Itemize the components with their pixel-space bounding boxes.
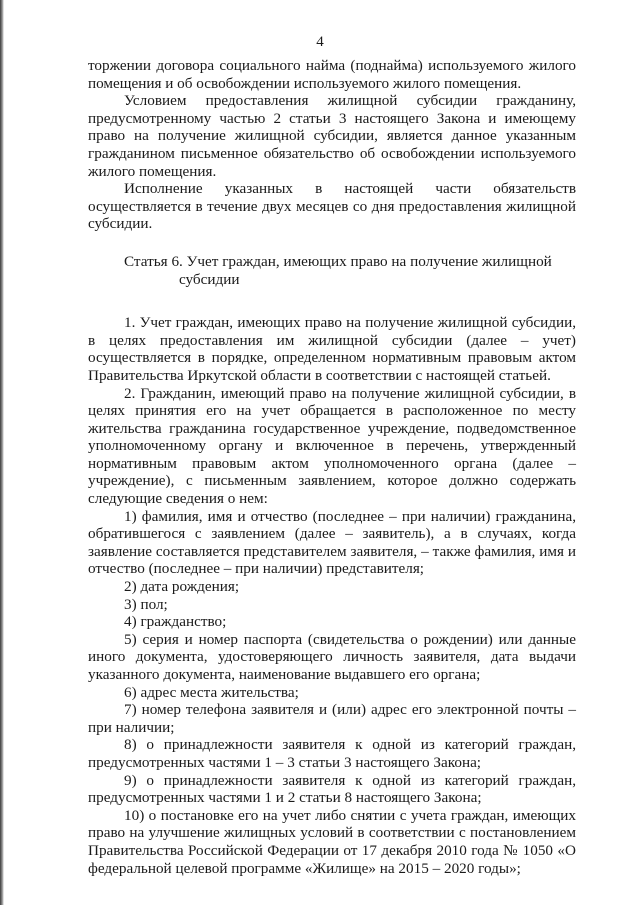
list-item: 4) гражданство;: [124, 613, 227, 631]
list-item: 5) серия и номер паспорта (свидетельства о рождении) или данные иного документа, удостоверяющего личность заявителя, дата выдачи указанного документа, наименование выдавшего его органа;: [88, 630, 576, 683]
list-item: 10) о постановке его на учет либо снятии с учета граждан, имеющих право на улучшение жилищных условий в соответствии с постановлением Правительства Российской Федерации от 17 декабря 2010 года № 1050 «О федеральной целевой программе «Жилище» на 2015 – 2020 годы»;: [88, 806, 576, 877]
paragraph: 1. Учет граждан, имеющих право на получение жилищной субсидии, в целях предоставления им жилищной субсидии (далее – учет) осуществляется в порядке, определенном нормативным правовым актом Правительства Иркутской области в соответствии с настоящей статьей.: [88, 314, 576, 384]
list-item: 7) номер телефона заявителя и (или) адрес его электронной почты – при наличии;: [88, 701, 576, 736]
document-body: [88, 57, 576, 877]
page-number: 4: [316, 34, 324, 50]
list-item: 8) о принадлежности заявителя к одной из категорий граждан, предусмотренных частями 1 – 3 статьи 3 настоящего Закона;: [88, 736, 576, 771]
list-item: 3) пол;: [124, 595, 168, 613]
list-item: 6) адрес места жительства;: [124, 683, 299, 701]
article-heading-line2: субсидии: [179, 270, 240, 288]
paragraph: торжении договора социального найма (поднайма) используемого жилого помещения и об освобождении используемого жилого помещения.: [88, 57, 576, 92]
paragraph: Условием предоставления жилищной субсидии гражданину, предусмотренному частью 2 статьи 3 настоящего Закона и имеющему право на получение жилищной субсидии, является данное указанным гражданином письменное обязательство об освобождении используемого жилого помещения.: [88, 92, 576, 180]
section-gap: [88, 288, 576, 314]
paragraph: Исполнение указанных в настоящей части обязательств осуществляется в течение двух месяцев со дня предоставления жилищной субсидии.: [88, 180, 576, 233]
article-heading: [88, 253, 576, 288]
list-item: 9) о принадлежности заявителя к одной из категорий граждан, предусмотренных частями 1 и 2 статьи 8 настоящего Закона;: [88, 771, 576, 807]
scan-edge-shadow: [0, 0, 4, 905]
list-item: 1) фамилия, имя и отчество (последнее – при наличии) гражданина, обратившегося с заявлением (далее – заявитель), а в случаях, когда заявление составляется представителем заявителя, – также фамилия, имя и отчество (последнее – при наличии) представителя;: [88, 507, 576, 578]
article-heading-line1: Статья 6. Учет граждан, имеющих право на получение жилищной: [124, 252, 552, 270]
list-item: 2) дата рождения;: [124, 578, 240, 596]
paragraph: 2. Гражданин, имеющий право на получение жилищной субсидии, в целях принятия его на учет обращается в расположенное по месту жительства гражданина государственное учреждение, подведомственное уполномоченному органу и включенное в перечень, утвержденный нормативным правовым актом уполномоченного органа (далее – учреждение), с письменным заявлением, которое должно содержать следующие сведения о нем:: [88, 384, 576, 508]
